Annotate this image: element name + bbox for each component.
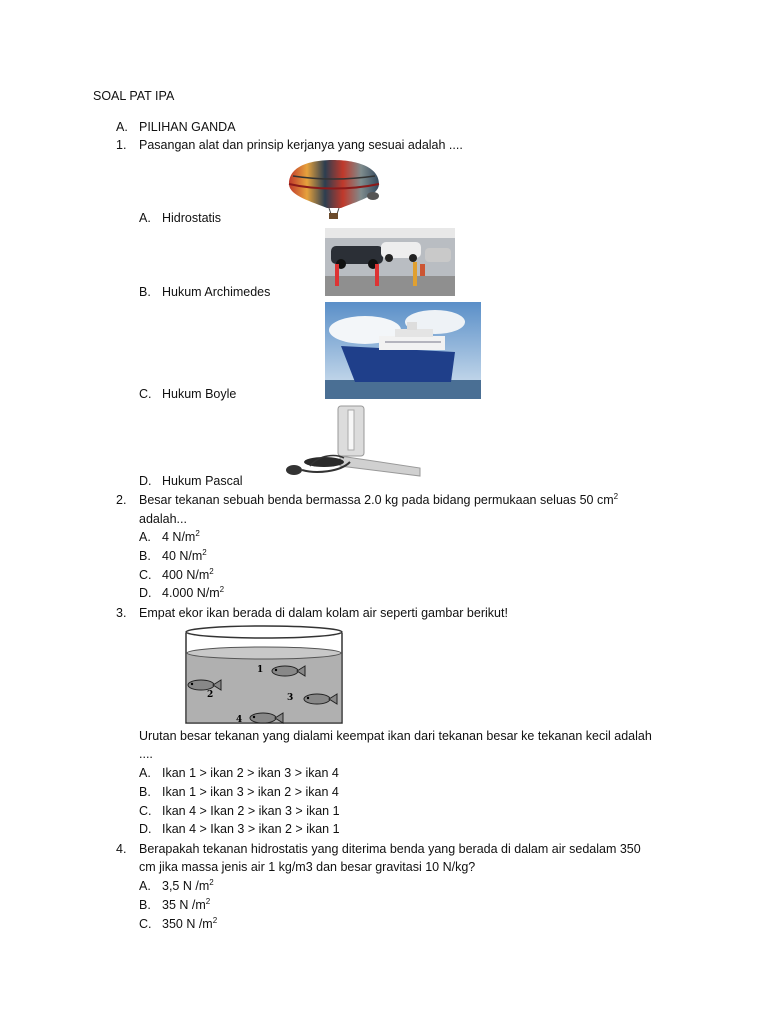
q4-option-a-letter: A. [139, 879, 151, 893]
q4-option-c-letter: C. [139, 917, 152, 931]
q2-option-c-letter: C. [139, 568, 152, 582]
q1-option-d-text: Hukum Pascal [162, 474, 243, 488]
q3-option-d-text: Ikan 4 > Ikan 3 > ikan 2 > ikan 1 [162, 822, 340, 836]
car-lift-image [325, 228, 455, 296]
q2-option-b-text: 40 $N/m^2$ [162, 548, 207, 563]
section-label: PILIHAN GANDA [139, 120, 236, 134]
fish-label-3: 3 [287, 693, 294, 703]
q4-text-line1: Berapakah tekanan hidrostatis yang diterima benda yang berada di dalam air sedalam 350 [139, 842, 641, 856]
q2-option-a-text: 4 $N/m^2$ [162, 529, 200, 544]
fish-label-1: 1 [257, 665, 264, 675]
q1-option-b-letter: B. [139, 285, 151, 299]
q3-followup-line2: .... [139, 747, 153, 761]
blood-pressure-gauge-image [280, 404, 422, 480]
q3-option-b-letter: B. [139, 785, 151, 799]
q3-text: Empat ekor ikan berada di dalam kolam air seperti gambar berikut! [139, 606, 508, 620]
q1-option-b-text: Hukum Archimedes [162, 285, 271, 299]
document-title: SOAL PAT IPA [93, 89, 175, 103]
q1-option-c-letter: C. [139, 387, 152, 401]
q4-option-c-text: 350 N $/m^2$ [162, 916, 218, 931]
section-marker: A. [116, 120, 128, 134]
q3-option-a-letter: A. [139, 766, 151, 780]
q2-text-line1: Besar tekanan sebuah benda bermassa 2.0 kg pada bidang permukaan seluas 50 $cm^2$ [139, 492, 619, 507]
q3-option-a-text: Ikan 1 > ikan 2 > ikan 3 > ikan 4 [162, 766, 339, 780]
hot-air-balloon-image [285, 158, 381, 220]
q3-number: 3. [116, 606, 127, 620]
q4-option-a-text: 3,5 N $/m^2$ [162, 878, 214, 893]
q1-option-a-letter: A. [139, 211, 151, 225]
q2-option-d-text: 4.000 $N/m^2$ [162, 585, 225, 600]
q3-option-b-text: Ikan 1 > ikan 3 > ikan 2 > ikan 4 [162, 785, 339, 799]
fish-label-4: 4 [236, 715, 243, 725]
q2-option-d-letter: D. [139, 586, 152, 600]
q2-text-line2: adalah... [139, 512, 187, 526]
q2-number: 2. [116, 493, 127, 507]
q1-number: 1. [116, 138, 127, 152]
q1-option-c-text: Hukum Boyle [162, 387, 237, 401]
q1-option-a-text: Hidrostatis [162, 211, 222, 225]
q3-option-c-letter: C. [139, 804, 152, 818]
fish-pond-image [183, 623, 345, 727]
q3-option-c-text: Ikan 4 > Ikan 2 > ikan 3 > ikan 1 [162, 804, 340, 818]
q4-number: 4. [116, 842, 127, 856]
q2-option-c-text: 400 $N/m^2$ [162, 567, 214, 582]
fish-label-2: 2 [207, 690, 214, 700]
q3-followup-line1: Urutan besar tekanan yang dialami keempat ikan dari tekanan besar ke tekanan kecil adalah [139, 729, 652, 743]
q4-text-line2: cm jika massa jenis air 1 kg/m3 dan besar gravitasi 10 N/kg? [139, 860, 476, 874]
ship-image [325, 302, 481, 399]
q1-option-d-letter: D. [139, 474, 152, 488]
q3-option-d-letter: D. [139, 822, 152, 836]
q4-option-b-text: 35 N $/m^2$ [162, 897, 211, 912]
q2-option-a-letter: A. [139, 530, 151, 544]
q4-option-b-letter: B. [139, 898, 151, 912]
q2-option-b-letter: B. [139, 549, 151, 563]
q1-text: Pasangan alat dan prinsip kerjanya yang sesuai adalah .... [139, 138, 463, 152]
